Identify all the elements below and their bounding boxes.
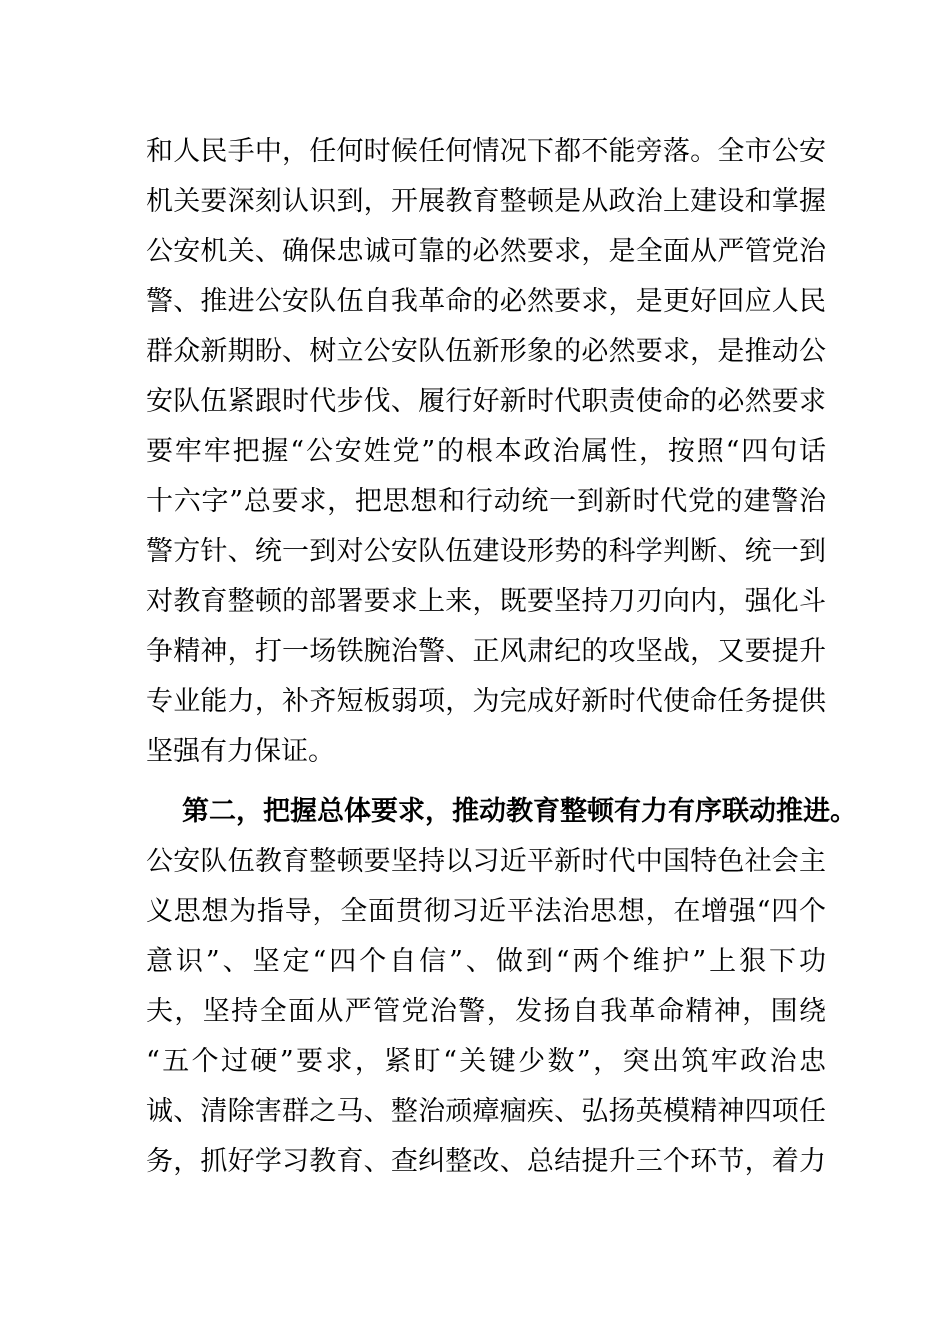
paragraph-line: 夫，坚持全面从严管党治警，发扬自我革命精神，围绕 xyxy=(146,996,826,1027)
paragraph-line: 要牢牢把握“公安姓党”的根本政治属性，按照“四句话 xyxy=(146,436,826,467)
paragraph-line: 警方针、统一到对公安队伍建设形势的科学判断、统一到 xyxy=(146,536,826,567)
paragraph-line: 十六字”总要求，把思想和行动统一到新时代党的建警治 xyxy=(146,486,826,517)
paragraph-line: 诚、清除害群之马、整治顽瘴痼疾、弘扬英模精神四项任 xyxy=(146,1096,826,1127)
paragraph-line: 和人民手中，任何时候任何情况下都不能旁落。全市公安 xyxy=(146,136,826,167)
paragraph-line: 义思想为指导，全面贯彻习近平法治思想，在增强“四个 xyxy=(146,896,826,927)
section-heading: 第二，把握总体要求，推动教育整顿有力有序联动推进。 xyxy=(182,796,857,827)
paragraph-line: 对教育整顿的部署要求上来，既要坚持刀刃向内，强化斗 xyxy=(146,586,826,617)
paragraph-line: 警、推进公安队伍自我革命的必然要求，是更好回应人民 xyxy=(146,286,826,317)
paragraph-line: “五个过硬”要求，紧盯“关键少数”，突出筑牢政治忠 xyxy=(146,1046,826,1077)
paragraph-line: 公安机关、确保忠诚可靠的必然要求，是全面从严管党治 xyxy=(146,236,826,267)
paragraph-line: 安队伍紧跟时代步伐、履行好新时代职责使命的必然要求 xyxy=(146,386,826,417)
paragraph-line: 群众新期盼、树立公安队伍新形象的必然要求，是推动公 xyxy=(146,336,826,367)
paragraph-line: 公安队伍教育整顿要坚持以习近平新时代中国特色社会主 xyxy=(146,846,826,877)
paragraph-line: 机关要深刻认识到，开展教育整顿是从政治上建设和掌握 xyxy=(146,186,826,217)
paragraph-line: 争精神，打一场铁腕治警、正风肃纪的攻坚战，又要提升 xyxy=(146,636,826,667)
paragraph-line: 务，抓好学习教育、查纠整改、总结提升三个环节，着力 xyxy=(146,1146,826,1177)
paragraph-line: 坚强有力保证。 xyxy=(146,736,335,767)
paragraph-line: 意识”、坚定“四个自信”、做到“两个维护”上狠下功 xyxy=(146,946,826,977)
paragraph-line: 专业能力，补齐短板弱项，为完成好新时代使命任务提供 xyxy=(146,686,826,717)
